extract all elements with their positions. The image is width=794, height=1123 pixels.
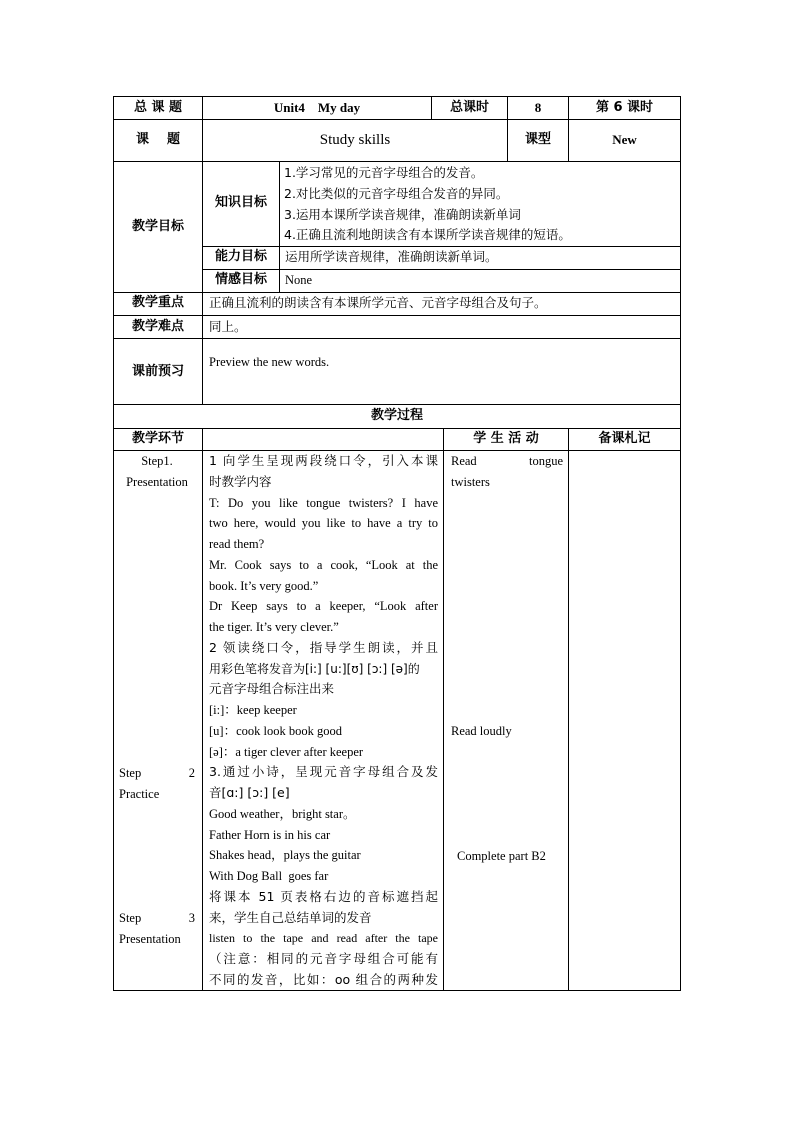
teacher-line: With Dog Ball goes far [209,869,329,883]
teacher-line: Dr Keep says to a keeper, “Look after [209,599,438,614]
step-word: Step [119,911,142,925]
col-student-header: 学 生 活 动 [473,431,539,446]
teacher-line: T: Do you like tongue twisters? I have [209,495,438,510]
preview-value: Preview the new words. [209,355,330,369]
student-activity-1-cont: twisters [451,475,490,489]
teacher-line: （注意：相同的元音字母组合可能有 [209,951,438,966]
knowledge-objective-list [284,163,680,246]
knowledge-objective-label: 知识目标 [214,195,267,210]
teacher-line: book. It’s very good.” [209,578,319,593]
col-divider [568,428,569,991]
teacher-line: 用彩色笔将发音为[i:] [u:][ʊ] [ɔ:] [ə]的 [209,661,420,676]
step-word: Step1. [141,454,173,468]
step-number: 2 [188,766,195,780]
ability-objective-value: 运用所学读音规律，准确朗读新单词。 [285,249,498,264]
student-activity-word: tongue [528,454,563,468]
lesson-type-label: 课型 [524,132,551,147]
row-divider [113,315,681,316]
key-points-label: 教学重点 [131,295,184,310]
lesson-type-value: New [612,132,637,147]
topic-value: Study skills [319,132,391,148]
knowledge-item: 2.对比类似的元音字母组合发音的异同。 [284,185,509,201]
teacher-line: Father Horn is in his car [209,827,331,842]
step-2-phase: Practice [119,787,160,801]
row-divider [113,119,681,120]
teacher-line: read them? [209,537,265,551]
emotion-objective-label: 情感目标 [214,272,267,287]
lesson-number: 第 6 课时 [595,100,654,115]
row-divider [113,338,681,339]
teacher-line: 将课本 51 页表格右边的音标遮挡起 [209,888,438,904]
total-hours-label: 总课时 [449,100,489,115]
teacher-line: 3.通过小诗，呈现元音字母组合及发 [209,764,438,780]
col-notes-header: 备课札记 [598,431,651,446]
col-step-header: 教学环节 [131,431,184,446]
process-title: 教学过程 [370,408,423,423]
knowledge-item: 4.正确且流利地朗读含有本课所学读音规律的短语。 [284,227,571,243]
teacher-line: [i:]：keep keeper [209,703,297,717]
step-word: Step [119,766,142,780]
teacher-line: Shakes head，plays the guitar [209,848,361,863]
total-hours-value: 8 [534,100,542,115]
teacher-line: 不同的发音，比如：oo 组合的两种发 [209,971,438,987]
table-border-top [113,96,681,97]
row-divider [113,404,681,405]
teacher-line: listen to the tape and read after the tape [209,931,438,946]
col-divider [202,428,203,991]
step-1-label [114,451,200,472]
col-divider [443,428,444,991]
teacher-line: 音[ɑ:] [ɔ:] [e] [209,785,290,800]
unit-title: Unit4 My day [273,100,361,115]
teacher-line: [ə]：a tiger clever after keeper [209,744,364,759]
difficulties-label: 教学难点 [131,319,184,334]
teacher-line: [u]：cook look book good [209,723,342,738]
emotion-objective-value: None [285,273,313,287]
row-divider [113,161,681,162]
teacher-line: 2 领读绕口令，指导学生朗读，并且 [209,639,438,655]
ability-objective-label: 能力目标 [214,249,267,264]
total-topic-label: 总 课 题 [133,100,183,115]
step-number: 3 [188,911,195,925]
col-divider [279,161,280,293]
step-3-label [119,908,195,929]
difficulties-value: 同上。 [209,319,247,334]
step-1-phase: Presentation [126,475,188,489]
preview-label: 课前预习 [131,364,184,379]
topic-label: 课 题 [135,132,181,147]
table-border-right [680,96,681,991]
teacher-line: 1 向学生呈现两段绕口令，引入本课 [209,453,438,468]
teacher-line: 来，学生自己总结单词的发音 [209,909,372,925]
knowledge-item: 3.运用本课所学读音规律，准确朗读新单词 [284,206,521,222]
teacher-activity-text [209,451,438,991]
teacher-line: 元音字母组合标注出来 [209,681,335,697]
teacher-line: 时教学内容 [209,473,272,489]
teacher-line: the tiger. It’s very clever.” [209,620,339,634]
objectives-label: 教学目标 [131,219,184,234]
student-activity-1 [451,451,563,472]
step-3-phase: Presentation [119,932,181,946]
teacher-line: Good weather，bright star。 [209,806,356,821]
teacher-line: two here, would you like to have a try to [209,516,438,531]
teacher-line: Mr. Cook says to a cook, “Look at the [209,557,438,572]
student-activity-3: Complete part B2 [457,849,546,863]
key-points-value: 正确且流利的朗读含有本课所学元音、元音字母组合及句子。 [209,295,547,310]
knowledge-item: 1.学习常见的元音字母组合的发音。 [284,165,484,180]
step-2-label [119,763,195,784]
student-activity-word: Read [451,454,477,468]
student-activity-2: Read loudly [451,724,512,738]
